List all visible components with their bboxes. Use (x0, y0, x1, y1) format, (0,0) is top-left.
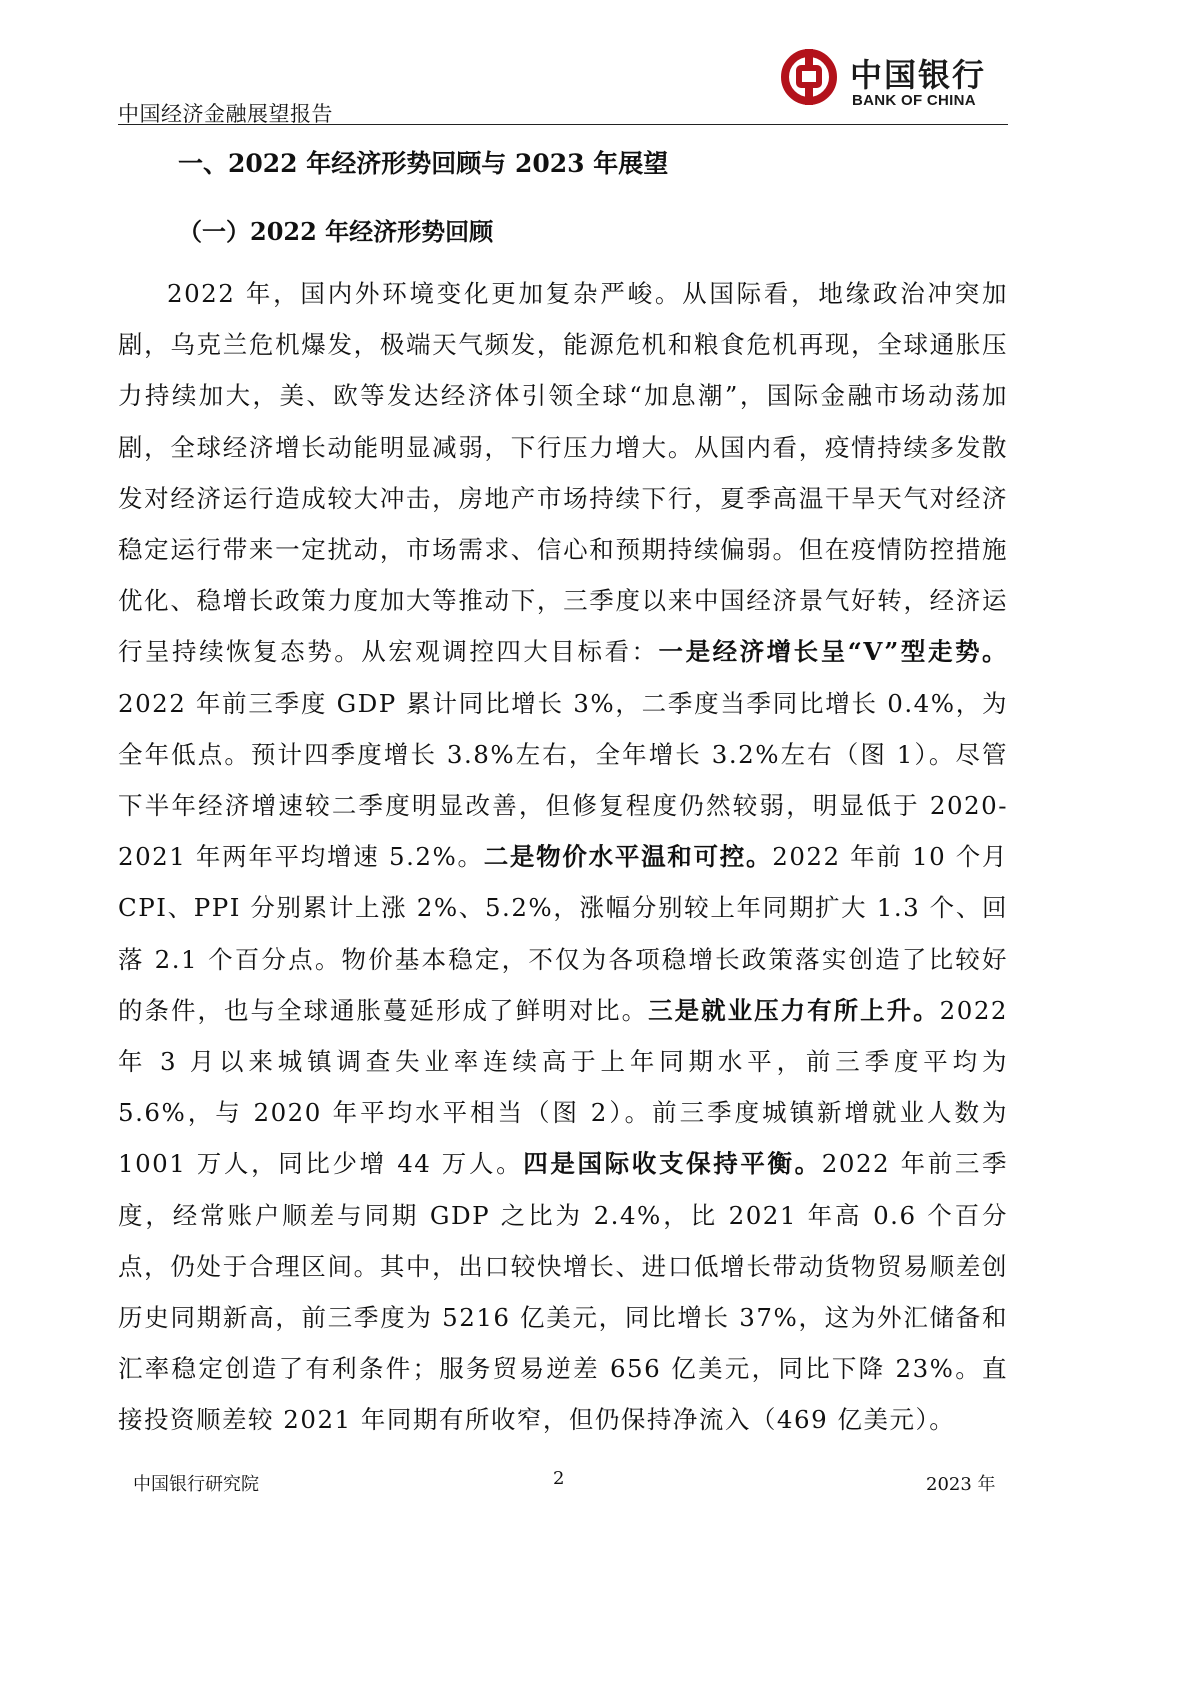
bold-point-4: 四是国际收支保持平衡。 (523, 1149, 822, 1179)
footer-organization: 中国银行研究院 (133, 1474, 259, 1495)
bold-point-1: 一是经济增长呈“V”型走势。 (658, 637, 1008, 667)
page-number: 2 (553, 1468, 565, 1489)
text-segment: 2022 年前 10 个月 CPI、PPI 分别累计上涨 2%、5.2%，涨幅分别较上年同期扩大 1.3 个、回落 2.1 个百分点。物价基本稳定，不仅为各项稳增长政策落实创造了比较好的条件，也与全球通胀蔓延形成了鲜明对比。 (118, 842, 1009, 1025)
logo-english-name: BANK OF CHINA (852, 92, 976, 109)
bank-logo (780, 48, 990, 114)
text-segment: 2022 年前三季度 GDP 累计同比增长 3%，二季度当季同比增长 0.4%，为全年低点。预计四季度增长 3.8%左右，全年增长 3.2%左右（图 1）。尽管下半年经济增速较二季度明显改善，但修复程度仍然较弱，明显低于 2020-2021 年两年平均增速 5.2%。 (118, 688, 1008, 872)
bold-point-2: 二是物价水平温和可控。 (483, 842, 773, 872)
text-segment: 2022 年，国内外环境变化更加复杂严峻。从国际看，地缘政治冲突加剧，乌克兰危机爆发，极端天气频发，能源危机和粮食危机再现，全球通胀压力持续加大，美、欧等发达经济体引领全球“加息潮”，国际金融市场动荡加剧，全球经济增长动能明显减弱，下行压力增大。从国内看，疫情持续多发散发对经济运行造成较大冲击，房地产市场持续下行，夏季高温干旱天气对经济稳定运行带来一定扰动，市场需求、信心和预期持续偏弱。但在疫情防控措施优化、稳增长政策力度加大等推动下，三季度以来中国经济景气好转，经济运行呈持续恢复态势。从宏观调控四大目标看： (118, 279, 1008, 667)
header-divider (118, 124, 1008, 125)
footer-year: 2023 年 (926, 1474, 996, 1495)
bank-of-china-logo-icon (780, 48, 838, 106)
text-segment: 2022 年 3 月以来城镇调查失业率连续高于上年同期水平，前三季度平均为 5.6%，与 2020 年平均水平相当（图 2）。前三季度城镇新增就业人数为 1001 万人，同比少增 44 万人。 (118, 995, 1009, 1179)
text-segment: 2022 年前三季度，经常账户顺差与同期 GDP 之比为 2.4%，比 2021 年高 0.6 个百分点，仍处于合理区间。其中，出口较快增长、进口低增长带动货物贸易顺差创历史同期新高，前三季度为 5216 亿美元，同比增长 37%，这为外汇储备和汇率稳定创造了有利条件；服务贸易逆差 656 亿美元，同比下降 23%。直接投资顺差较 2021 年同期有所收窄，但仍保持净流入（469 亿美元）。 (118, 1149, 1009, 1435)
section-title: 一、2022 年经济形势回顾与 2023 年展望 (178, 149, 669, 178)
body-paragraph (118, 268, 1008, 1446)
subsection-title: （一）2022 年经济形势回顾 (178, 217, 494, 246)
report-title: 中国经济金融展望报告 (118, 102, 333, 126)
page-header (118, 40, 1008, 128)
bold-point-3: 三是就业压力有所上升。 (648, 995, 940, 1025)
logo-chinese-name: 中国银行 (850, 56, 987, 94)
